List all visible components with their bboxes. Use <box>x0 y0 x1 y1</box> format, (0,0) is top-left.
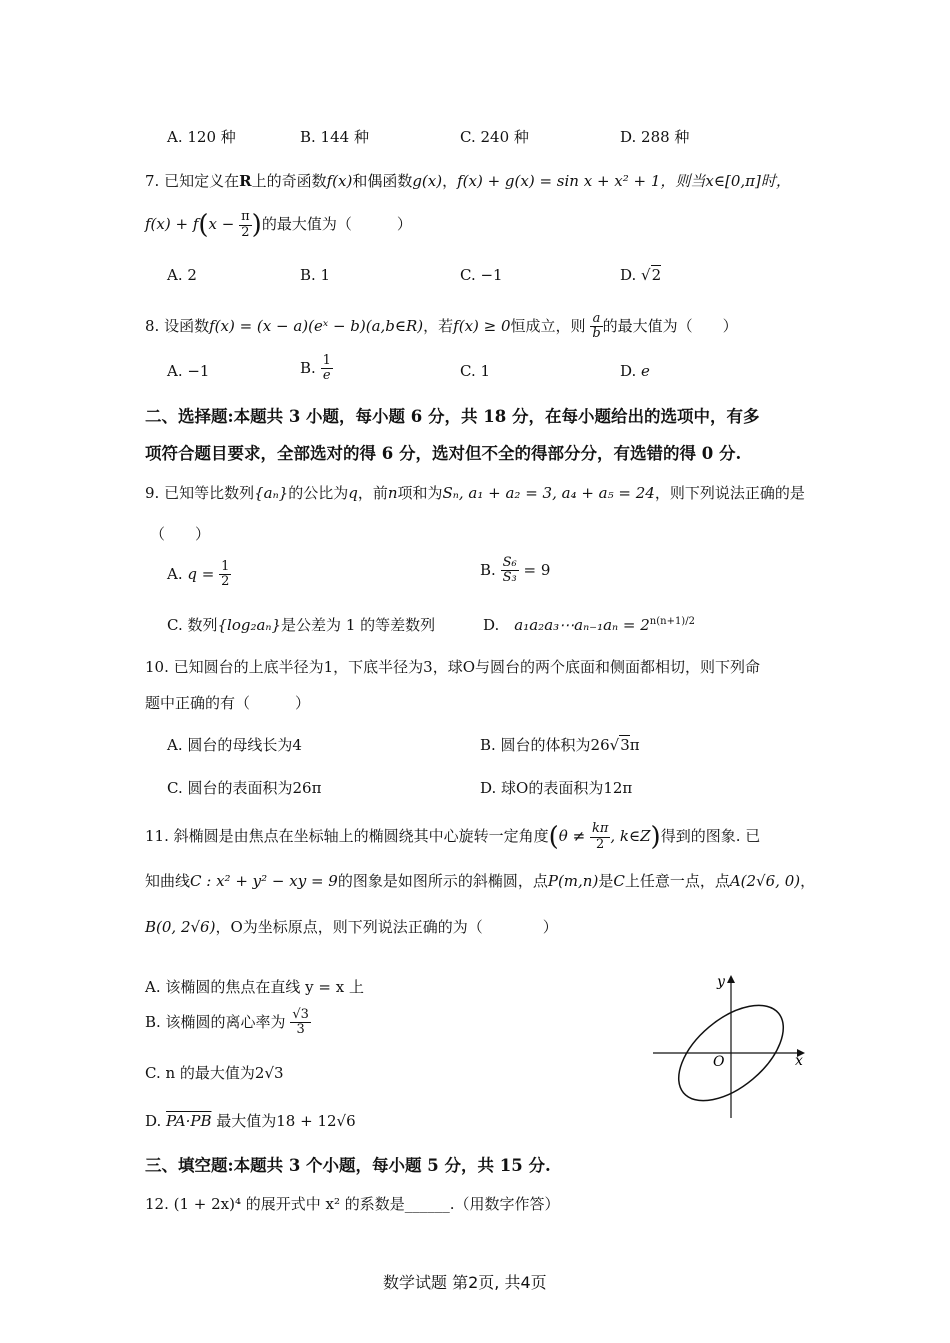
q7-line2: f(x) + f(x − $\frac{\pi}{2}$ )的最大值为（ ） <box>145 209 412 240</box>
q10-line2: 题中正确的有（ ） <box>145 694 311 712</box>
page-footer: 数学试题 第2页, 共4页 <box>383 1273 547 1292</box>
q8-options <box>0 353 950 392</box>
q8-option-d-label: D. <box>620 362 637 380</box>
q8-stem <box>145 312 738 342</box>
q9-option-b-label: B. <box>480 560 496 579</box>
q9-n: n <box>387 484 398 502</box>
q6-option-d: D. 288 种 <box>620 128 690 146</box>
q8-option-b-num: 1 <box>322 353 331 368</box>
q11-curve: C : x² + y² − xy = 9 <box>190 872 338 890</box>
q7-option-d-label: D. <box>620 266 637 284</box>
q11-text: 是 <box>598 872 614 890</box>
q7-text: 已知定义在 <box>164 172 240 190</box>
q8-option-d <box>620 362 650 380</box>
q6-options <box>0 126 950 156</box>
q11-frac-den: 2 <box>596 836 605 852</box>
q9-option-b-den: S₃ <box>502 570 517 586</box>
section2-line2: 项符合题目要求，全部选对的得 6 分，选对但不全的得部分分，有选错的得 0 分. <box>145 444 742 463</box>
q11-point-a: A(2√6, 0) <box>729 872 801 890</box>
q8-option-d-value: e <box>641 362 650 380</box>
q9-text: ，则下列说法正确的是 <box>654 484 805 502</box>
q9-option-b <box>480 556 550 586</box>
q9-option-a <box>167 560 231 590</box>
q7-equation: f(x) + g(x) = sin x + x² + 1，则当 <box>457 172 706 190</box>
q10-option-d: D. 球O的表面积为12π <box>480 779 633 797</box>
q9-q: q <box>348 484 358 502</box>
q7-option-d: D. √2 <box>620 266 662 284</box>
x-axis-label: x <box>795 1053 803 1069</box>
q7-gx: g(x) <box>412 172 443 190</box>
q7-frac-num: π <box>241 209 250 225</box>
q11-option-d <box>145 1110 356 1131</box>
q11-option-c: C. n 的最大值为2√3 <box>145 1064 284 1082</box>
q10-option-b-sqrt: 3 <box>620 736 630 754</box>
q11-point-p: P(m,n) <box>547 872 599 890</box>
q11-theta-cond: θ ≠ <box>558 827 586 845</box>
q9-option-a-num: 1 <box>221 559 230 574</box>
q8-function: f(x) = (x − a)(eˣ − b)(a,b∈R) <box>209 316 424 335</box>
q11-k-set: , k∈Z <box>610 827 651 845</box>
q7-frac-den: 2 <box>241 224 250 240</box>
q9-option-c-label: C. 数列 <box>167 616 218 634</box>
q10-option-b-text: B. 圆台的体积为26 <box>480 736 610 754</box>
q12-line: 12. (1 + 2x)⁴ 的展开式中 x² 的系数是______.（用数字作答） <box>145 1195 560 1213</box>
q9-text: 的公比为 <box>288 484 349 502</box>
q7-line1: 7. 已知定义在R上的奇函数f(x)和偶函数g(x)，f(x) + g(x) = sin x + x² + 1，则当x∈[0,π]时， <box>145 172 791 190</box>
q10-option-a: A. 圆台的母线长为4 <box>167 736 302 754</box>
q11-text: 11. 斜椭圆是由焦点在坐标轴上的椭圆绕其中心旋转一定角度 <box>145 827 549 845</box>
q9-text: ，前 <box>357 484 388 502</box>
q9-option-a-expr: q = <box>187 564 215 583</box>
q8-option-c: C. 1 <box>460 362 491 380</box>
q11-line1: 11. 斜椭圆是由焦点在坐标轴上的椭圆绕其中心旋转一定角度(θ ≠ $\frac{k\pi}{2}$ , k∈Z)得到的图象. 已 <box>145 821 761 852</box>
q11-option-b-den: 3 <box>296 1022 305 1038</box>
q8-text: 8. 设函数 <box>145 316 210 335</box>
q7-suffix: 的最大值为（ ） <box>261 215 412 233</box>
q11-text: ， <box>800 872 816 890</box>
q8-condition: f(x) ≥ 0 <box>453 316 511 335</box>
origin-label: O <box>713 1054 725 1070</box>
q11-option-b-num: √3 <box>292 1007 309 1022</box>
q11-option-d-label: D. <box>145 1112 162 1130</box>
y-axis-label: y <box>717 974 725 990</box>
q9-option-c <box>167 614 435 635</box>
q9-option-a-den: 2 <box>221 574 230 590</box>
q9-stem <box>145 482 805 503</box>
q6-option-c: C. 240 种 <box>460 128 529 146</box>
q9-option-b-eq: = 9 <box>523 560 551 579</box>
q9-option-c-expr: {log₂aₙ} <box>217 616 282 634</box>
q11-text: 得到的图象. 已 <box>660 827 761 845</box>
q7-expr: f(x) + f <box>145 215 199 233</box>
q8-option-b-label: B. <box>300 358 316 377</box>
q10-option-b-pi: π <box>629 736 640 754</box>
q11-c: C <box>613 872 625 890</box>
q11-frac-num: kπ <box>591 821 609 837</box>
q9-cond: Sₙ, a₁ + a₂ = 3, a₄ + a₅ = 24 <box>442 484 655 502</box>
q6-option-b: B. 144 种 <box>300 128 369 146</box>
q7-option-c: C. −1 <box>460 266 503 284</box>
q9-seq: {aₙ} <box>254 484 289 502</box>
q11-text: ，O为坐标原点，则下列说法正确的为（ ） <box>215 918 558 936</box>
q9-option-d-expr: a₁a₂a₃⋯aₙ₋₁aₙ = 2 <box>514 616 650 634</box>
q9-option-b-num: S₆ <box>502 555 517 570</box>
q7-text: 上的奇函数 <box>251 172 327 190</box>
q11-option-d-text: 最大值为18 + 12√6 <box>216 1112 356 1130</box>
q9-option-c-text: 是公差为 1 的等差数列 <box>281 616 436 634</box>
q11-option-a: A. 该椭圆的焦点在直线 y = x 上 <box>145 978 364 996</box>
q11-text: 的图象是如图所示的斜椭圆，点 <box>337 872 548 890</box>
q9-option-d-exp: n(n+1)/2 <box>649 616 695 627</box>
q11-option-d-vectors: PA·PB <box>166 1112 212 1130</box>
q11-option-b-text: B. 该椭圆的离心率为 <box>145 1012 286 1031</box>
q8-text: ，若 <box>423 316 454 335</box>
q10-option-c: C. 圆台的表面积为26π <box>167 779 322 797</box>
section2-line1: 二、选择题:本题共 3 小题，每小题 6 分，共 18 分，在每小题给出的选项中，有多 <box>145 407 760 426</box>
q10-line1: 10. 已知圆台的上底半径为1，下底半径为3，球O与圆台的两个底面和侧面都相切，则下列命 <box>145 658 761 676</box>
q7-number: 7. <box>145 172 160 190</box>
q6-option-a: A. 120 种 <box>167 128 236 146</box>
q11-text: 知曲线 <box>145 872 191 890</box>
q7-option-b: B. 1 <box>300 266 331 284</box>
q9-option-d <box>483 614 695 635</box>
y-axis-arrow <box>727 975 735 983</box>
q8-text: 恒成立，则 <box>510 316 586 335</box>
section3-heading: 三、填空题:本题共 3 个小题，每小题 5 分，共 15 分. <box>145 1156 551 1175</box>
q11-text: 上任意一点，点 <box>624 872 730 890</box>
q8-option-b <box>300 354 333 384</box>
q7-text: 和偶函数 <box>352 172 413 190</box>
q7-expr-x: x − <box>208 215 235 233</box>
q7-fx: f(x) <box>326 172 353 190</box>
q11-option-b <box>145 1008 311 1038</box>
q8-option-a: A. −1 <box>167 362 210 380</box>
q8-frac-num: a <box>590 312 602 327</box>
q8-option-b-den: e <box>322 368 331 384</box>
q8-frac-den: b <box>592 326 601 342</box>
q9-option-a-label: A. <box>167 564 183 583</box>
q10-option-b: B. 圆台的体积为26√3π <box>480 736 640 754</box>
q9-text: 项和为 <box>397 484 443 502</box>
q7-interval: x∈[0,π]时， <box>705 172 791 190</box>
q9-text: 9. 已知等比数列 <box>145 484 255 502</box>
q11-line3 <box>145 916 558 937</box>
q9-paren: （ ） <box>150 525 211 543</box>
q8-fraction <box>590 312 602 342</box>
q7-option-d-value: 2 <box>651 266 662 284</box>
q7-option-a: A. 2 <box>167 266 197 284</box>
q11-ellipse-figure <box>645 968 815 1123</box>
q7-domain: R <box>239 172 252 190</box>
q7-pi-fraction <box>239 210 252 240</box>
q11-point-b: B(0, 2√6) <box>145 918 216 936</box>
q11-line2 <box>145 870 815 891</box>
q9-option-d-label: D. <box>483 616 500 634</box>
q8-text: 的最大值为（ ） <box>602 316 738 335</box>
q7-options <box>0 266 950 296</box>
